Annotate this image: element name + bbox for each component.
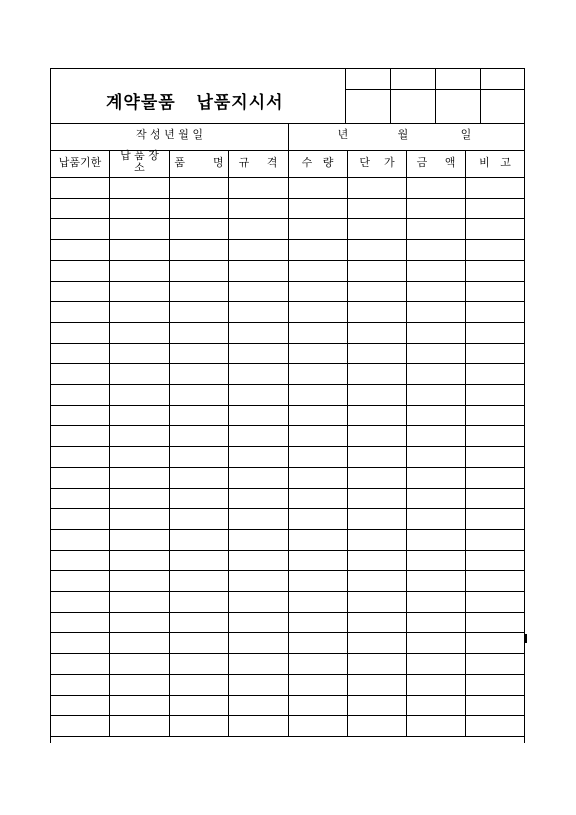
table-cell[interactable] xyxy=(466,199,524,219)
table-cell[interactable] xyxy=(407,261,465,281)
table-cell[interactable] xyxy=(51,468,109,488)
approval-box-midline xyxy=(345,89,524,90)
table-cell[interactable] xyxy=(170,571,228,591)
table-cell[interactable] xyxy=(466,592,524,612)
table-cell[interactable] xyxy=(407,654,465,674)
table-cell[interactable] xyxy=(51,406,109,426)
table-cell[interactable] xyxy=(348,344,406,364)
table-cell[interactable] xyxy=(110,592,169,612)
table-cell[interactable] xyxy=(170,489,228,509)
table-cell[interactable] xyxy=(348,571,406,591)
table-cell[interactable] xyxy=(466,551,524,571)
table-cell[interactable] xyxy=(289,219,347,239)
table-cell[interactable] xyxy=(110,551,169,571)
table-cell[interactable] xyxy=(170,447,228,467)
table-cell[interactable] xyxy=(348,282,406,302)
table-cell[interactable] xyxy=(51,323,109,343)
table-cell[interactable] xyxy=(229,530,288,550)
table-cell[interactable] xyxy=(229,592,288,612)
header-remarks: 비 고 xyxy=(479,156,511,169)
table-cell[interactable] xyxy=(51,426,109,446)
table-cell[interactable] xyxy=(51,302,109,322)
table-cell[interactable] xyxy=(289,302,347,322)
table-cell[interactable] xyxy=(170,199,228,219)
table-cell[interactable] xyxy=(289,509,347,529)
table-cell[interactable] xyxy=(407,199,465,219)
table-cell[interactable] xyxy=(229,261,288,281)
table-cell[interactable] xyxy=(229,551,288,571)
date-year-label: 년 xyxy=(337,128,349,141)
table-cell[interactable] xyxy=(229,385,288,405)
table-cell[interactable] xyxy=(51,282,109,302)
approval-box-divider xyxy=(480,68,481,123)
table-cell[interactable] xyxy=(466,240,524,260)
table-cell[interactable] xyxy=(289,447,347,467)
table-cell[interactable] xyxy=(466,716,524,736)
table-cell[interactable] xyxy=(229,696,288,716)
table-cell[interactable] xyxy=(229,613,288,633)
table-cell[interactable] xyxy=(407,447,465,467)
header-amount: 금 액 xyxy=(416,156,456,169)
table-cell[interactable] xyxy=(229,468,288,488)
table-cell[interactable] xyxy=(289,406,347,426)
table-cell[interactable] xyxy=(348,219,406,239)
table-cell[interactable] xyxy=(170,551,228,571)
table-cell[interactable] xyxy=(289,696,347,716)
header-item-name: 품 명 xyxy=(174,156,224,169)
table-cell[interactable] xyxy=(170,344,228,364)
table-cell[interactable] xyxy=(110,468,169,488)
table-cell[interactable] xyxy=(407,571,465,591)
table-cell[interactable] xyxy=(170,426,228,446)
table-cell[interactable] xyxy=(110,240,169,260)
table-cell[interactable] xyxy=(466,468,524,488)
table-cell[interactable] xyxy=(110,344,169,364)
table-cell[interactable] xyxy=(289,199,347,219)
table-cell[interactable] xyxy=(348,654,406,674)
table-cell[interactable] xyxy=(110,675,169,695)
table-cell[interactable] xyxy=(229,654,288,674)
table-cell[interactable] xyxy=(407,178,465,198)
table-cell[interactable] xyxy=(407,509,465,529)
table-cell[interactable] xyxy=(51,633,109,653)
table-cell[interactable] xyxy=(170,675,228,695)
title-bottom xyxy=(50,123,524,124)
table-cell[interactable] xyxy=(348,633,406,653)
date-row-divider xyxy=(288,123,289,150)
table-cell[interactable] xyxy=(229,282,288,302)
table-cell[interactable] xyxy=(51,696,109,716)
table-cell[interactable] xyxy=(110,261,169,281)
table-cell[interactable] xyxy=(348,613,406,633)
table-cell[interactable] xyxy=(229,302,288,322)
table-cell[interactable] xyxy=(466,654,524,674)
table-cell[interactable] xyxy=(348,551,406,571)
table-cell[interactable] xyxy=(229,447,288,467)
table-cell[interactable] xyxy=(466,323,524,343)
table-cell[interactable] xyxy=(51,240,109,260)
table-cell[interactable] xyxy=(466,282,524,302)
table-cell[interactable] xyxy=(170,654,228,674)
table-cell[interactable] xyxy=(407,323,465,343)
table-cell[interactable] xyxy=(110,633,169,653)
table-cell[interactable] xyxy=(110,364,169,384)
table-cell[interactable] xyxy=(289,551,347,571)
table-cell[interactable] xyxy=(110,530,169,550)
table-cell[interactable] xyxy=(466,489,524,509)
table-cell[interactable] xyxy=(170,613,228,633)
edge-mark xyxy=(525,634,527,643)
table-cell[interactable] xyxy=(51,509,109,529)
table-cell[interactable] xyxy=(289,323,347,343)
table-cell[interactable] xyxy=(348,426,406,446)
table-cell[interactable] xyxy=(229,219,288,239)
table-cell[interactable] xyxy=(229,426,288,446)
table-cell[interactable] xyxy=(348,696,406,716)
table-cell[interactable] xyxy=(348,302,406,322)
table-cell[interactable] xyxy=(170,468,228,488)
approval-box-divider xyxy=(390,68,391,123)
table-cell[interactable] xyxy=(51,178,109,198)
table-cell[interactable] xyxy=(466,633,524,653)
table-cell[interactable] xyxy=(170,240,228,260)
table-cell[interactable] xyxy=(466,344,524,364)
table-cell[interactable] xyxy=(348,364,406,384)
table-cell[interactable] xyxy=(407,551,465,571)
table-cell[interactable] xyxy=(348,489,406,509)
table-cell[interactable] xyxy=(170,530,228,550)
table-cell[interactable] xyxy=(110,219,169,239)
date-month-label: 월 xyxy=(397,128,409,141)
table-cell[interactable] xyxy=(170,406,228,426)
table-cell[interactable] xyxy=(110,654,169,674)
table-cell[interactable] xyxy=(348,323,406,343)
table-cell[interactable] xyxy=(348,468,406,488)
table-cell[interactable] xyxy=(110,282,169,302)
table-cell[interactable] xyxy=(229,323,288,343)
table-cell[interactable] xyxy=(229,509,288,529)
table-cell[interactable] xyxy=(348,530,406,550)
table-cell[interactable] xyxy=(407,406,465,426)
table-cell[interactable] xyxy=(170,261,228,281)
table-cell[interactable] xyxy=(466,530,524,550)
table-cell[interactable] xyxy=(466,302,524,322)
table-cell[interactable] xyxy=(229,240,288,260)
table-cell[interactable] xyxy=(229,489,288,509)
table-cell[interactable] xyxy=(229,675,288,695)
table-cell[interactable] xyxy=(110,323,169,343)
table-cell[interactable] xyxy=(51,530,109,550)
table-cell[interactable] xyxy=(110,426,169,446)
table-cell[interactable] xyxy=(229,633,288,653)
table-cell[interactable] xyxy=(229,716,288,736)
table-cell[interactable] xyxy=(407,675,465,695)
header-quantity: 수 량 xyxy=(301,156,334,169)
table-row-line xyxy=(50,736,524,737)
frame-top xyxy=(50,68,524,69)
table-cell[interactable] xyxy=(289,716,347,736)
table-cell[interactable] xyxy=(170,323,228,343)
table-cell[interactable] xyxy=(51,344,109,364)
table-cell[interactable] xyxy=(466,696,524,716)
header-unit-price: 단 가 xyxy=(359,156,395,169)
table-cell[interactable] xyxy=(110,613,169,633)
table-cell[interactable] xyxy=(289,426,347,446)
table-cell[interactable] xyxy=(229,406,288,426)
table-cell[interactable] xyxy=(407,530,465,550)
table-cell[interactable] xyxy=(289,282,347,302)
date-day-label: 일 xyxy=(460,128,472,141)
table-cell[interactable] xyxy=(348,261,406,281)
header-delivery-deadline: 납품기한 xyxy=(58,156,102,169)
table-cell[interactable] xyxy=(289,571,347,591)
header-specification: 규 격 xyxy=(238,156,278,169)
table-cell[interactable] xyxy=(407,613,465,633)
table-cell[interactable] xyxy=(407,344,465,364)
table-cell[interactable] xyxy=(407,219,465,239)
table-cell[interactable] xyxy=(51,716,109,736)
table-cell[interactable] xyxy=(170,219,228,239)
table-cell[interactable] xyxy=(51,675,109,695)
table-cell[interactable] xyxy=(466,447,524,467)
table-cell[interactable] xyxy=(110,302,169,322)
table-cell[interactable] xyxy=(407,696,465,716)
table-cell[interactable] xyxy=(466,219,524,239)
table-cell[interactable] xyxy=(51,364,109,384)
table-cell[interactable] xyxy=(170,633,228,653)
table-cell[interactable] xyxy=(289,344,347,364)
table-cell[interactable] xyxy=(348,240,406,260)
table-cell[interactable] xyxy=(51,385,109,405)
table-cell[interactable] xyxy=(289,613,347,633)
table-cell[interactable] xyxy=(289,178,347,198)
table-cell[interactable] xyxy=(110,489,169,509)
table-cell[interactable] xyxy=(229,571,288,591)
table-cell[interactable] xyxy=(289,261,347,281)
table-cell[interactable] xyxy=(110,385,169,405)
table-cell[interactable] xyxy=(51,592,109,612)
table-cell[interactable] xyxy=(51,199,109,219)
table-cell[interactable] xyxy=(466,426,524,446)
table-cell[interactable] xyxy=(170,592,228,612)
table-cell[interactable] xyxy=(466,571,524,591)
table-cell[interactable] xyxy=(289,530,347,550)
table-cell[interactable] xyxy=(407,302,465,322)
table-cell[interactable] xyxy=(407,489,465,509)
table-cell[interactable] xyxy=(407,426,465,446)
table-cell[interactable] xyxy=(348,199,406,219)
table-cell[interactable] xyxy=(170,364,228,384)
table-cell[interactable] xyxy=(407,282,465,302)
table-cell[interactable] xyxy=(407,592,465,612)
table-cell[interactable] xyxy=(348,406,406,426)
table-cell[interactable] xyxy=(466,509,524,529)
table-cell[interactable] xyxy=(51,447,109,467)
table-cell[interactable] xyxy=(348,716,406,736)
table-cell[interactable] xyxy=(407,633,465,653)
table-cell[interactable] xyxy=(348,675,406,695)
table-cell[interactable] xyxy=(289,592,347,612)
table-cell[interactable] xyxy=(229,364,288,384)
table-cell[interactable] xyxy=(348,509,406,529)
table-cell[interactable] xyxy=(170,178,228,198)
table-cell[interactable] xyxy=(407,240,465,260)
table-cell[interactable] xyxy=(466,385,524,405)
table-cell[interactable] xyxy=(466,364,524,384)
table-cell[interactable] xyxy=(466,613,524,633)
table-cell[interactable] xyxy=(229,178,288,198)
table-cell[interactable] xyxy=(289,385,347,405)
table-cell[interactable] xyxy=(229,199,288,219)
table-cell[interactable] xyxy=(110,696,169,716)
table-cell[interactable] xyxy=(407,468,465,488)
table-cell[interactable] xyxy=(407,385,465,405)
table-cell[interactable] xyxy=(466,178,524,198)
table-cell[interactable] xyxy=(51,654,109,674)
table-cell[interactable] xyxy=(229,344,288,364)
table-cell[interactable] xyxy=(110,406,169,426)
table-cell[interactable] xyxy=(170,302,228,322)
table-cell[interactable] xyxy=(110,178,169,198)
table-cell[interactable] xyxy=(289,489,347,509)
table-cell[interactable] xyxy=(348,447,406,467)
header-delivery-place: 납 품 장 소 xyxy=(120,149,159,174)
table-cell[interactable] xyxy=(170,716,228,736)
table-cell[interactable] xyxy=(51,261,109,281)
table-cell[interactable] xyxy=(110,447,169,467)
approval-box-left xyxy=(345,68,346,123)
table-cell[interactable] xyxy=(466,261,524,281)
table-cell[interactable] xyxy=(170,385,228,405)
table-cell[interactable] xyxy=(51,613,109,633)
table-cell[interactable] xyxy=(51,219,109,239)
table-cell[interactable] xyxy=(51,489,109,509)
table-cell[interactable] xyxy=(348,178,406,198)
table-cell[interactable] xyxy=(466,406,524,426)
table-cell[interactable] xyxy=(170,509,228,529)
table-cell[interactable] xyxy=(170,696,228,716)
table-cell[interactable] xyxy=(348,385,406,405)
table-cell[interactable] xyxy=(289,633,347,653)
table-cell[interactable] xyxy=(170,282,228,302)
creation-date-label: 작 성 년 월 일 xyxy=(135,128,204,141)
table-cell[interactable] xyxy=(51,571,109,591)
approval-box-divider xyxy=(435,68,436,123)
table-cell[interactable] xyxy=(348,592,406,612)
table-cell[interactable] xyxy=(289,364,347,384)
document-title: 계약물품 납품지시서 xyxy=(106,93,284,113)
table-cell[interactable] xyxy=(289,675,347,695)
table-cell[interactable] xyxy=(110,571,169,591)
table-cell[interactable] xyxy=(407,716,465,736)
table-cell[interactable] xyxy=(51,551,109,571)
table-cell[interactable] xyxy=(110,716,169,736)
table-cell[interactable] xyxy=(407,364,465,384)
table-cell[interactable] xyxy=(289,468,347,488)
table-cell[interactable] xyxy=(289,240,347,260)
table-cell[interactable] xyxy=(110,199,169,219)
table-cell[interactable] xyxy=(289,654,347,674)
table-cell[interactable] xyxy=(466,675,524,695)
table-cell[interactable] xyxy=(110,509,169,529)
